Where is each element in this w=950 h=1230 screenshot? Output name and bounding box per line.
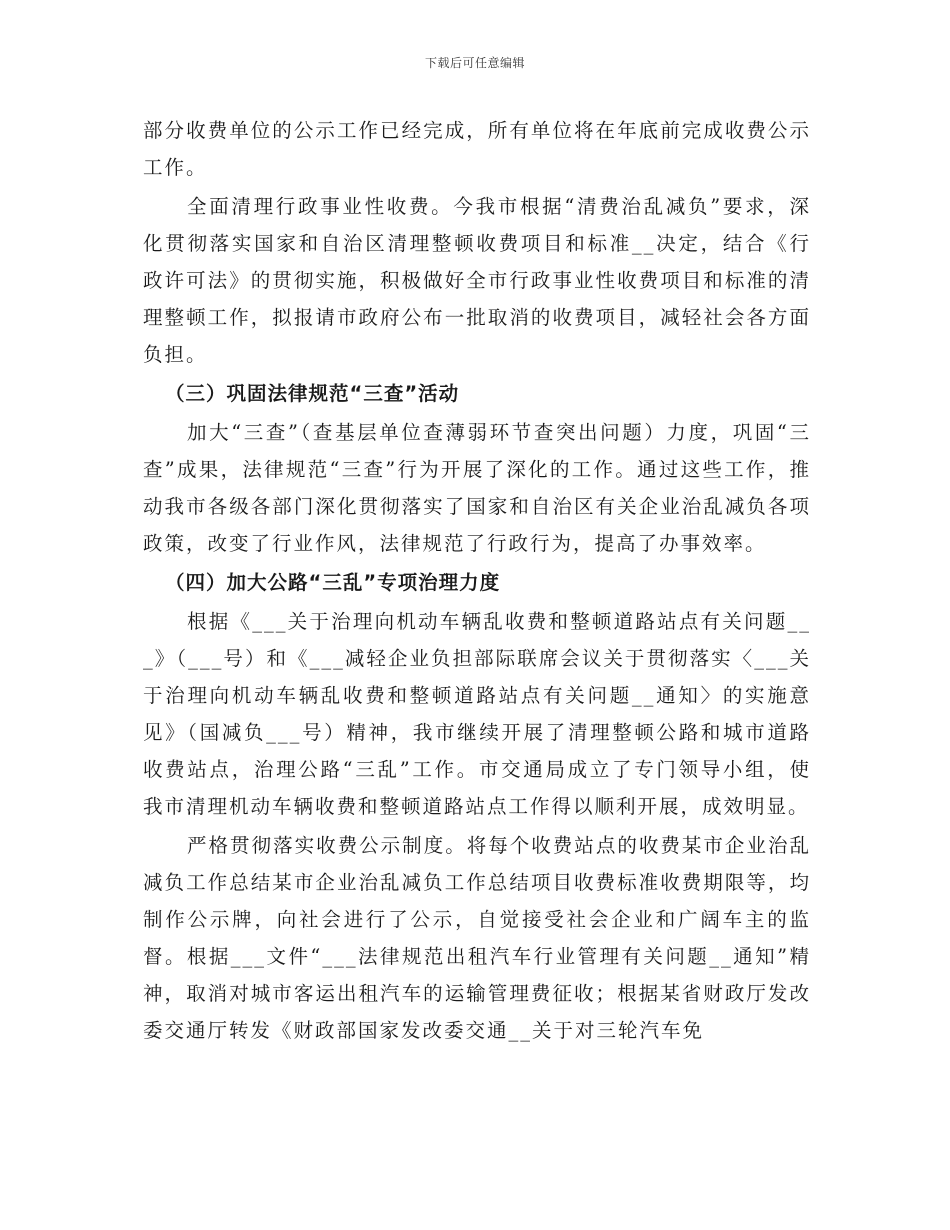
section-heading-4: （四）加大公路“三乱”专项治理力度	[165, 571, 501, 594]
paragraph-1: 部分收费单位的公示工作已经完成，所有单位将在年底前完成收费公示工作。	[143, 119, 811, 179]
paragraph-3: 加大“三查”（查基层单位查薄弱环节查突出问题）力度，巩固“三查”成果，法律规范“三查”行为开展了深化的工作。通过这些工作，推动我市各级各部门深化贯彻落实了国家和自治区有关企业治乱减负各项政策，改变了行业作风，法律规范了行政行为，提高了办事效率。	[143, 421, 811, 555]
section-heading-3: （三）巩固法律规范“三查”活动	[165, 382, 460, 405]
paragraph-5: 严格贯彻落实收费公示制度。将每个收费站点的收费某市企业治乱减负工作总结某市企业治乱减负工作总结项目收费标准收费期限等，均制作公示牌，向社会进行了公示，自觉接受社会企业和广阔车主的监督。根据___文件“___法律规范出租汽车行业管理有关问题__通知”精神，取消对城市客运出租汽车的运输管理费征收；根据某省财政厅发改委交通厅转发《财政部国家发改委交通__关于对三轮汽车免	[143, 834, 811, 1042]
paragraph-4: 根据《___关于治理向机动车辆乱收费和整顿道路站点有关问题___》（___号）和《___减轻企业负担部际联席会议关于贯彻落实〈___关于治理向机动车辆乱收费和整顿道路站点有关问题__通知〉的实施意见》（国减负___号）精神，我市继续开展了清理整顿公路和城市道路收费站点，治理公路“三乱”工作。市交通局成立了专门领导小组，使我市清理机动车辆收费和整顿道路站点工作得以顺利开展，成效明显。	[143, 610, 811, 818]
paragraph-2: 全面清理行政事业性收费。今我市根据“清费治乱减负”要求，深化贯彻落实国家和自治区清理整顿收费项目和标准__决定，结合《行政许可法》的贯彻实施，积极做好全市行政事业性收费项目和标准的清理整顿工作，拟报请市政府公布一批取消的收费项目，减轻社会各方面负担。	[143, 195, 811, 366]
document-body	[143, 112, 811, 1049]
page-header: 下载后可任意编辑	[424, 56, 525, 70]
